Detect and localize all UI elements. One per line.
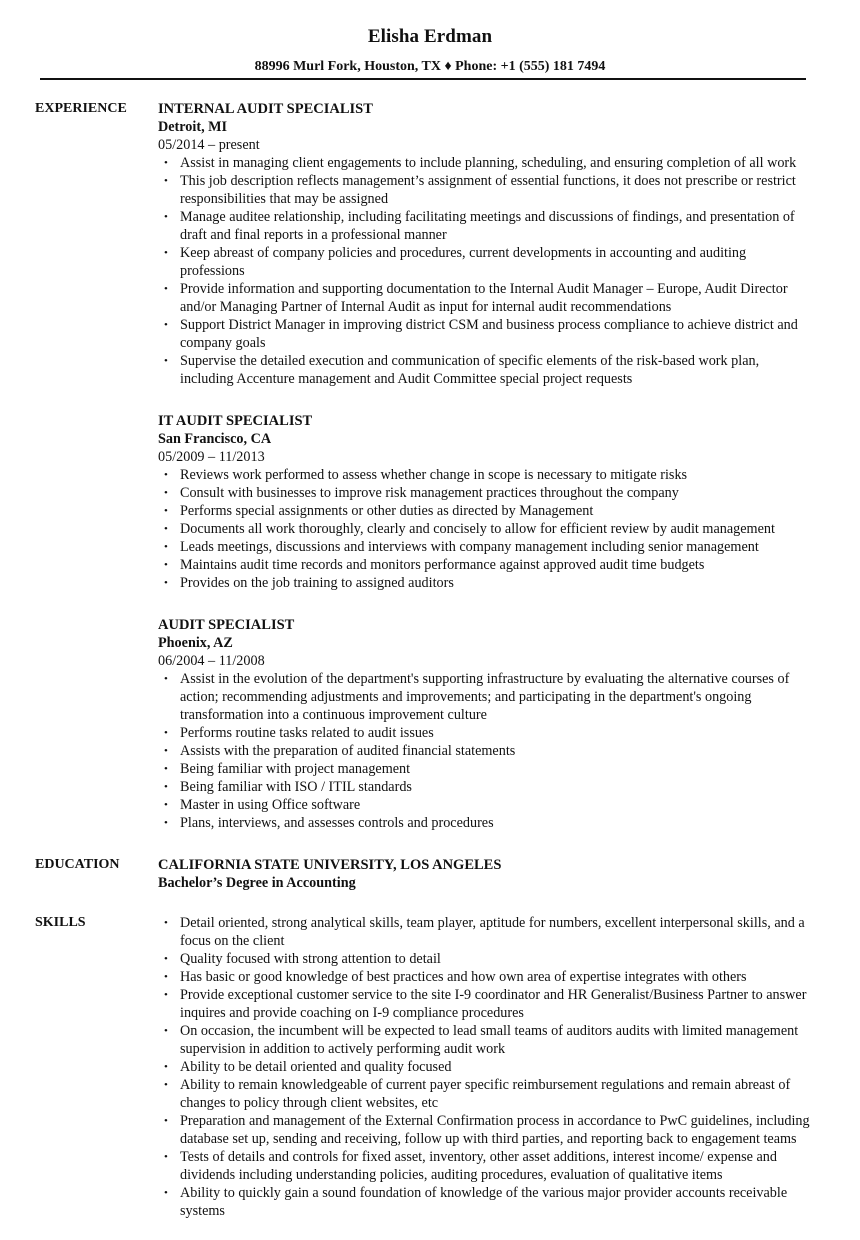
job-bullet: • Maintains audit time records and monitors performance against approved audit time budgets xyxy=(180,556,810,574)
resume-header xyxy=(0,0,860,76)
job-bullet: • Manage auditee relationship, including facilitating meetings and discussions of findings, and presentation of draft and final reports in a professional manner xyxy=(180,208,810,244)
job-bullet: • Provides on the job training to assigned auditors xyxy=(180,574,810,592)
job-title: AUDIT SPECIALIST xyxy=(158,617,295,633)
job-bullet: • Being familiar with project management xyxy=(180,760,810,778)
section-label-skills: SKILLS xyxy=(35,915,86,930)
job-location: San Francisco, CA xyxy=(158,431,272,447)
job-location: Detroit, MI xyxy=(158,119,228,135)
candidate-name: Elisha Erdman xyxy=(367,26,493,47)
education-section xyxy=(35,856,810,892)
school-name: CALIFORNIA STATE UNIVERSITY, LOS ANGELES xyxy=(158,857,502,873)
experience-section xyxy=(35,100,810,832)
skill-item: • Ability to remain knowledgeable of current payer specific reimbursement regulations and remain abreast of changes to policy through client websites, etc xyxy=(180,1076,810,1112)
job-bullet: • Consult with businesses to improve risk management practices throughout the company xyxy=(180,484,810,502)
skills-section xyxy=(35,914,810,1220)
job-bullets xyxy=(158,154,810,388)
job-bullet: • Support District Manager in improving district CSM and business process compliance to achieve district and company goals xyxy=(180,316,810,352)
job-title: IT AUDIT SPECIALIST xyxy=(158,413,313,429)
job-bullet: • Master in using Office software xyxy=(180,796,810,814)
skill-item: • Detail oriented, strong analytical skills, team player, aptitude for numbers, excellent interpersonal skills, and a focus on the client xyxy=(180,914,810,950)
job-dates: 06/2004 – 11/2008 xyxy=(158,653,265,669)
contact-line: 88996 Murl Fork, Houston, TX ♦ Phone: +1 (555) 181 7494 xyxy=(254,59,606,74)
skill-item: • Provide exceptional customer service to the site I-9 coordinator and HR Generalist/Business Partner to answer inquires and provide coaching on I-9 compliance procedures xyxy=(180,986,810,1022)
job-bullet: • Provide information and supporting documentation to the Internal Audit Manager – Europe, Audit Director and/or Managing Partner of Internal Audit as input for internal audit recommendations xyxy=(180,280,810,316)
job-bullet: • Keep abreast of company policies and procedures, current developments in accounting and auditing professions xyxy=(180,244,810,280)
job-dates: 05/2009 – 11/2013 xyxy=(158,449,265,465)
job-title: INTERNAL AUDIT SPECIALIST xyxy=(158,101,373,117)
job-bullet: • Performs special assignments or other duties as directed by Management xyxy=(180,502,810,520)
skill-item: • Quality focused with strong attention to detail xyxy=(180,950,810,968)
job-dates: 05/2014 – present xyxy=(158,137,260,153)
job-bullet: • Leads meetings, discussions and interviews with company management including senior management xyxy=(180,538,810,556)
job-bullet: • Reviews work performed to assess whether change in scope is necessary to mitigate risks xyxy=(180,466,810,484)
skill-item: • Ability to be detail oriented and quality focused xyxy=(180,1058,810,1076)
job-bullet: • Assist in the evolution of the department's supporting infrastructure by evaluating the alternative courses of action; recommending adjustments and improvements; and participating in the department's ongoing transformation into a continuous improvement culture xyxy=(180,670,810,724)
header-divider xyxy=(40,78,806,80)
skills-list xyxy=(158,914,810,1220)
job-location: Phoenix, AZ xyxy=(158,635,233,651)
job-bullet: • Performs routine tasks related to audit issues xyxy=(180,724,810,742)
job-bullets xyxy=(158,670,810,832)
job-entry xyxy=(158,100,810,388)
job-entry xyxy=(158,412,810,592)
section-label-experience: EXPERIENCE xyxy=(35,101,127,116)
skill-item: • On occasion, the incumbent will be expected to lead small teams of auditors audits with limited management supervision in addition to actively performing audit work xyxy=(180,1022,810,1058)
job-bullet: • Plans, interviews, and assesses controls and procedures xyxy=(180,814,810,832)
job-bullet: • Being familiar with ISO / ITIL standards xyxy=(180,778,810,796)
degree: Bachelor’s Degree in Accounting xyxy=(158,875,356,891)
skill-item: • Has basic or good knowledge of best practices and how own area of expertise integrates with others xyxy=(180,968,810,986)
job-bullet: • Documents all work thoroughly, clearly and concisely to allow for efficient review by audit management xyxy=(180,520,810,538)
skill-item: • Tests of details and controls for fixed asset, inventory, other asset additions, interest income/ expense and dividends including understanding policies, auditing procedures, evaluation of qualitative items xyxy=(180,1148,810,1184)
job-bullet: • Assist in managing client engagements to include planning, scheduling, and ensuring completion of all work xyxy=(180,154,810,172)
section-label-education: EDUCATION xyxy=(35,857,120,872)
job-bullet: • Supervise the detailed execution and communication of specific elements of the risk-based work plan, including Accenture management and Audit Committee special project requests xyxy=(180,352,810,388)
job-bullets xyxy=(158,466,810,592)
skill-item: • Preparation and management of the External Confirmation process in accordance to PwC guidelines, including database set up, sending and receiving, follow up with third parties, and reporting back to engagement teams xyxy=(180,1112,810,1148)
skill-item: • Ability to quickly gain a sound foundation of knowledge of the various major provider accounts receivable systems xyxy=(180,1184,810,1220)
job-bullet: • This job description reflects management’s assignment of essential functions, it does not prescribe or restrict responsibilities that may be assigned xyxy=(180,172,810,208)
job-bullet: • Assists with the preparation of audited financial statements xyxy=(180,742,810,760)
job-entry xyxy=(158,616,810,832)
